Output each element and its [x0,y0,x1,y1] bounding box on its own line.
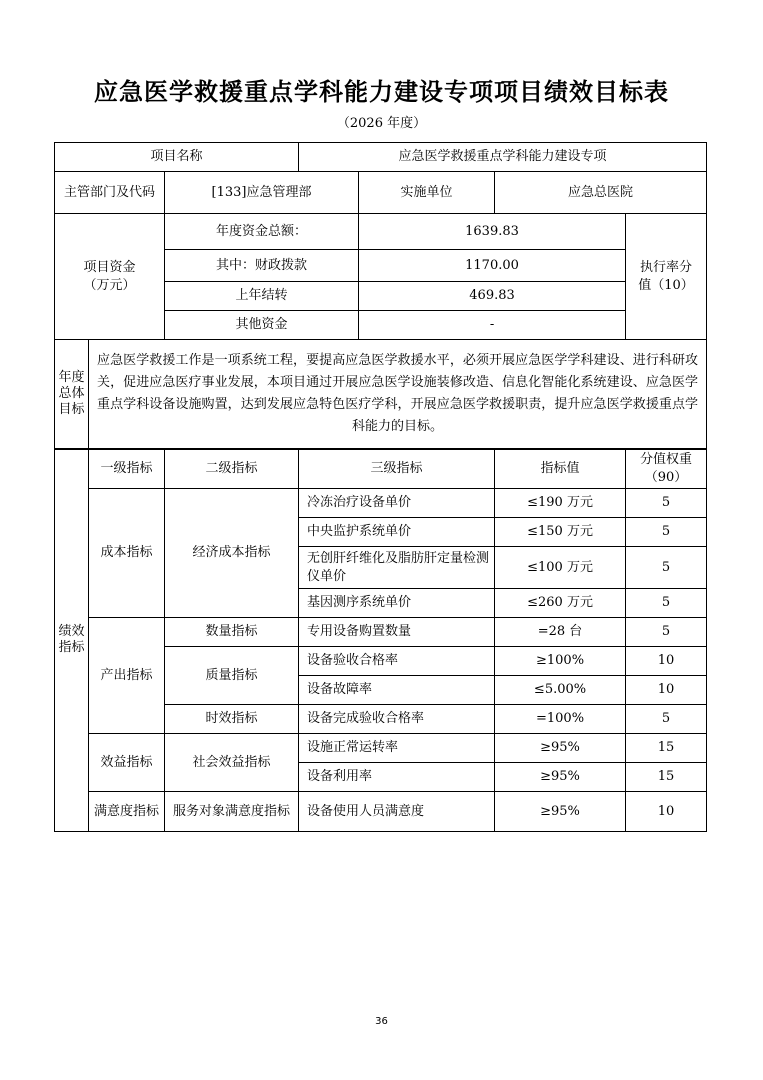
dept-label: 主管部门及代码 [55,172,165,214]
exec-rate-label: 执行率分值（10） [626,214,707,340]
benefit-level1: 效益指标 [89,734,165,792]
annual-goal-label: 年度总体目标 [55,340,89,449]
indicator-name: 设备验收合格率 [299,647,495,676]
funds-carryover-label: 上年结转 [165,282,359,311]
funds-other-value: - [359,311,626,340]
indicator-weight: 15 [626,734,707,763]
indicator-weight: 5 [626,518,707,547]
indicator-weight: 5 [626,589,707,618]
year-subtitle: （2026 年度） [336,116,427,131]
indicator-name: 设备利用率 [299,763,495,792]
satisfaction-level1: 满意度指标 [89,792,165,832]
performance-table [54,142,707,832]
header-level1: 一级指标 [89,449,165,489]
quality-level2: 质量指标 [165,647,299,705]
cost-level2: 经济成本指标 [165,489,299,618]
indicator-weight: 5 [626,618,707,647]
benefit-level2: 社会效益指标 [165,734,299,792]
header-value: 指标值 [495,449,626,489]
funds-label: 项目资金（万元） [55,214,165,340]
impl-label: 实施单位 [359,172,495,214]
indicator-value: ≥100% [495,647,626,676]
indicator-value: ≤100 万元 [495,547,626,589]
indicator-value: ≤190 万元 [495,489,626,518]
indicator-name: 设施正常运转率 [299,734,495,763]
indicator-weight: 5 [626,489,707,518]
header-weight: 分值权重（90） [626,449,707,489]
indicator-value: =28 台 [495,618,626,647]
page-title: 应急医学救援重点学科能力建设专项项目绩效目标表 [94,78,669,106]
output-level1: 产出指标 [89,618,165,734]
quantity-level2: 数量指标 [165,618,299,647]
header-level2: 二级指标 [165,449,299,489]
indicator-name: 无创肝纤维化及脂肪肝定量检测仪单价 [299,547,495,589]
funds-fiscal-label: 其中：财政拨款 [165,250,359,282]
cost-level1: 成本指标 [89,489,165,618]
indicator-value: ≤5.00% [495,676,626,705]
indicator-name: 中央监护系统单价 [299,518,495,547]
impl-value: 应急总医院 [495,172,707,214]
indicator-name: 专用设备购置数量 [299,618,495,647]
project-name-value: 应急医学救援重点学科能力建设专项 [299,143,707,172]
funds-fiscal-value: 1170.00 [359,250,626,282]
annual-goal-text: 应急医学救援工作是一项系统工程，要提高应急医学救援水平，必须开展应急医学学科建设、进行科研攻关，促进应急医疗事业发展，本项目通过开展应急医学设施装修改造、信息化智能化系统建设、应急医学重点学科设备设施购置，达到发展应急特色医疗学科，开展应急医学救援职责，提升应急医学救援重点学科能力的目标。 [89,340,707,449]
header-level3: 三级指标 [299,449,495,489]
indicator-value: =100% [495,705,626,734]
indicator-name: 冷冻治疗设备单价 [299,489,495,518]
indicator-weight: 10 [626,792,707,832]
indicator-weight: 15 [626,763,707,792]
indicator-value: ≥95% [495,763,626,792]
funds-carryover-value: 469.83 [359,282,626,311]
indicator-value: ≤260 万元 [495,589,626,618]
indicator-value: ≤150 万元 [495,518,626,547]
project-name-label: 项目名称 [55,143,299,172]
page-number: 36 [375,1016,388,1027]
indicator-weight: 10 [626,676,707,705]
indicator-value: ≥95% [495,734,626,763]
dept-value: [133]应急管理部 [165,172,359,214]
satisfaction-level2: 服务对象满意度指标 [165,792,299,832]
indicator-value: ≥95% [495,792,626,832]
indicator-name: 设备故障率 [299,676,495,705]
indicator-weight: 5 [626,547,707,589]
funds-total-label: 年度资金总额： [165,214,359,250]
funds-other-label: 其他资金 [165,311,359,340]
indicator-weight: 5 [626,705,707,734]
indicators-side-label: 绩效指标 [55,449,89,832]
timeliness-level2: 时效指标 [165,705,299,734]
indicator-name: 设备使用人员满意度 [299,792,495,832]
funds-total-value: 1639.83 [359,214,626,250]
indicator-name: 基因测序系统单价 [299,589,495,618]
indicator-weight: 10 [626,647,707,676]
indicator-name: 设备完成验收合格率 [299,705,495,734]
